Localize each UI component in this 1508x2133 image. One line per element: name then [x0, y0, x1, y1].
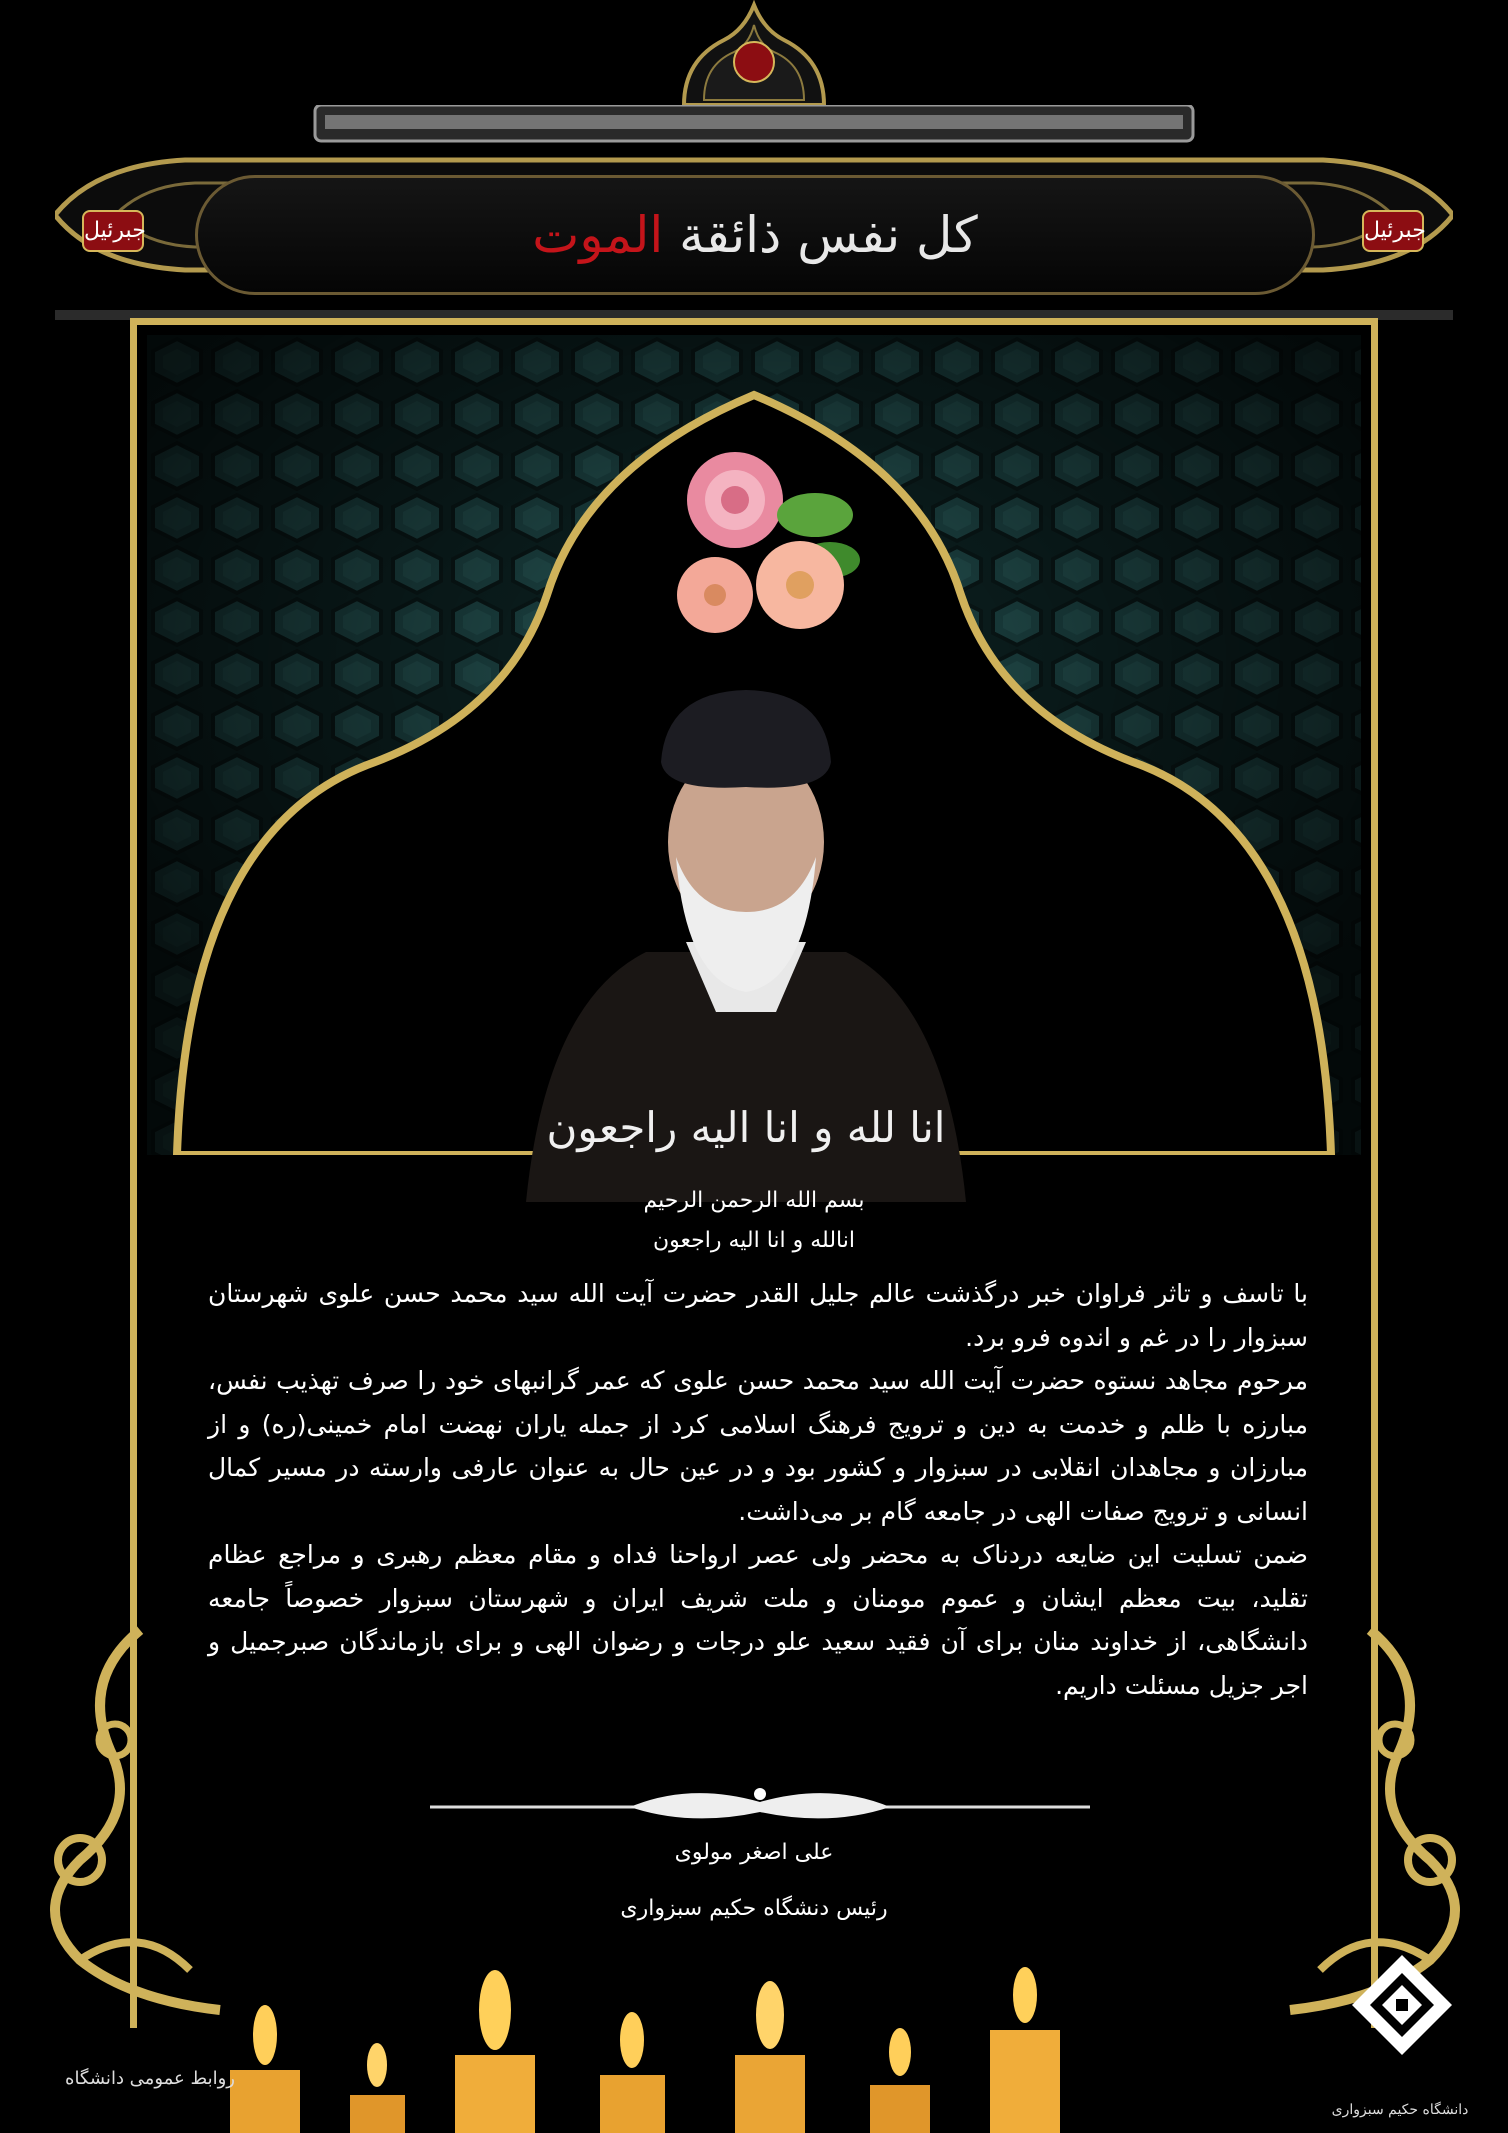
medal-left: جبرئیل — [82, 210, 144, 252]
announcement-paragraph: با تاسف و تاثر فراوان خبر درگذشت عالم جلیل القدر حضرت آیت الله سید محمد حسن علوی شهرستان سبزوار را در غم و اندوه فرو برد. — [208, 1279, 1308, 1352]
subtitle: انالله و انا الیه راجعون — [653, 1228, 855, 1253]
candle — [870, 2028, 930, 2133]
university-logo — [1352, 1955, 1452, 2070]
signature-name: علی اصغر مولوی — [674, 1840, 834, 1865]
candle — [455, 1970, 535, 2133]
crown-ornament — [664, 0, 844, 110]
announcement-body — [208, 1272, 1308, 1707]
candle — [990, 1967, 1060, 2133]
announcement-paragraph: مرحوم مجاهد نستوه حضرت آیت الله سید محمد حسن علوی که عمر گرانبهای خود را صرف تهذیب نفس، مبارزه با ظلم و خدمت به دین و ترویج فرهنگ اسلامی کرد از جمله یاران نهضت امام خمینی(ره) و از مبارزان و مجاهدان انقلابی در سبزوار و کشور بود و در عین حال به عنوان عارفی وارسته در مسیر کمال انسانی و ترویج صفات الهی در جامعه گام بر می‌داشت. — [208, 1366, 1308, 1526]
portrait-calligraphy: انا لله و انا الیه راجعون — [546, 1103, 946, 1152]
public-relations-label: روابط عمومی دانشگاه — [65, 2068, 235, 2089]
header-calligraphy — [195, 200, 1315, 270]
header-calligraphy-highlight: الموت — [532, 206, 664, 264]
medal-right: جبرئیل — [1362, 210, 1424, 252]
divider-ornament — [430, 1782, 1090, 1832]
corner-ornament-left — [20, 1620, 260, 2020]
portrait-photo — [526, 682, 966, 1202]
logo-caption: دانشگاه حکیم سبزواری — [1331, 2102, 1469, 2118]
header-calligraphy-main: کل نفس ذائقة — [679, 206, 978, 264]
candle — [350, 2043, 405, 2133]
candles — [230, 1960, 1290, 2133]
candle — [600, 2012, 665, 2133]
flower-ornament — [640, 420, 900, 670]
candle — [735, 1981, 805, 2133]
announcement-paragraph: ضمن تسلیت این ضایعه دردناک به محضر ولی عصر ارواحنا فداه و مقام معظم رهبری و مراجع عظام تقلید، بیت معظم ایشان و عموم مومنان و ملت شریف ایران و شهرستان سبزوار خصوصاً جامعه دانشگاهی، از خداوند منان برای آن فقید سعید علو درجات و رضوان الهی و برای بازماندگان صبرجمیل و اجر جزیل مسئلت داریم. — [208, 1540, 1308, 1700]
signature-title: رئیس دنشگاه حکیم سبزواری — [620, 1896, 888, 1921]
basmala: بسم الله الرحمن الرحیم — [643, 1188, 865, 1213]
